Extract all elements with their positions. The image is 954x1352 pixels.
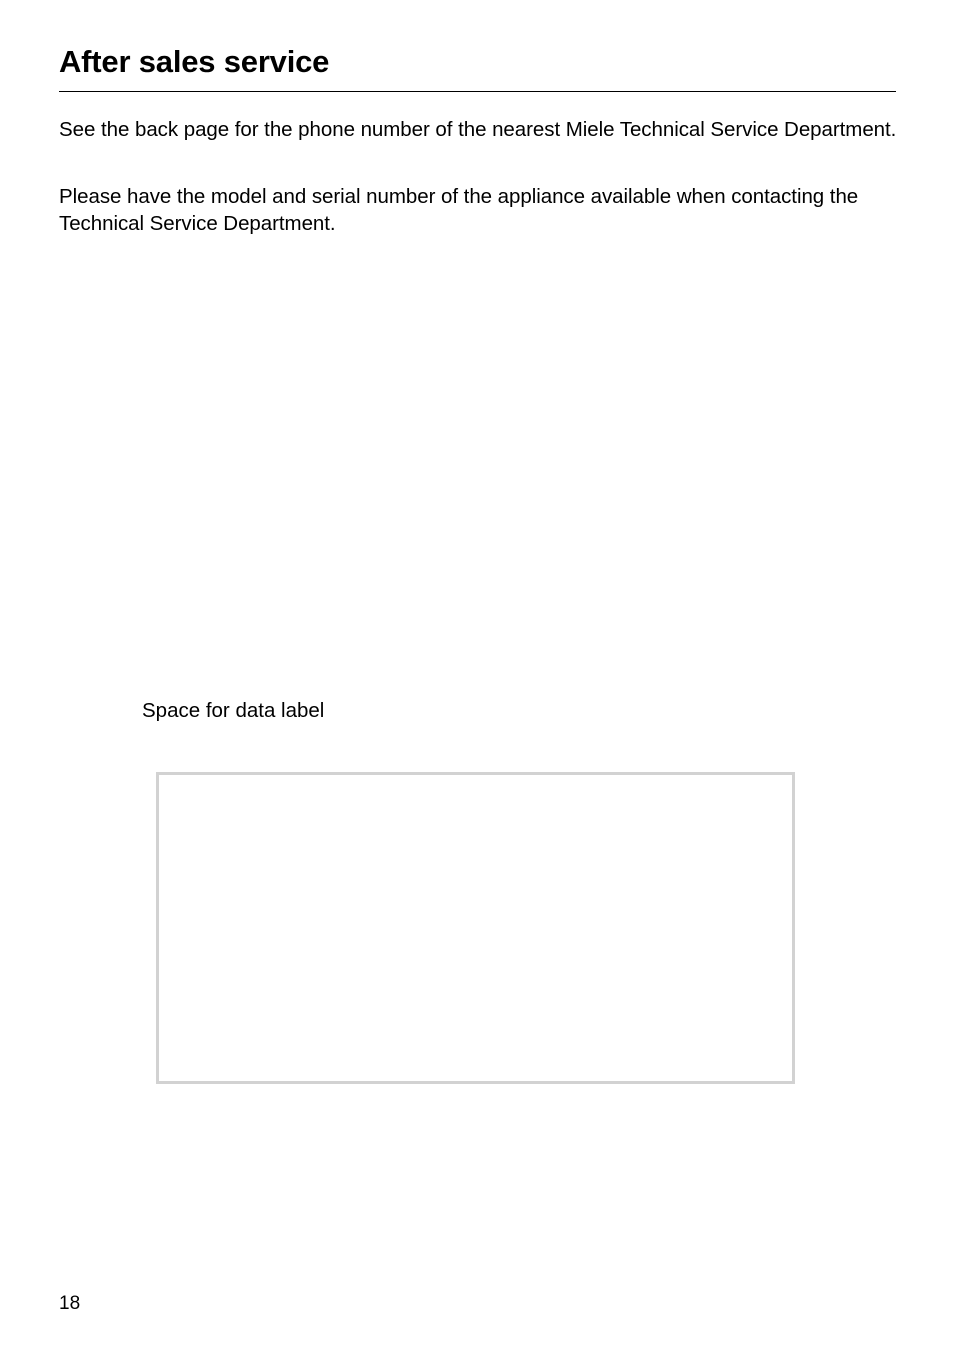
data-label-caption: Space for data label [142,699,325,722]
page-title: After sales service [59,44,330,79]
title-divider [59,91,896,92]
body-paragraph-model-serial: Please have the model and serial number of the appliance available when contacting the Technical Service Department. [59,185,859,235]
page-number: 18 [59,1293,81,1314]
data-label-box [156,772,795,1084]
body-paragraph-service-contact: See the back page for the phone number of the nearest Miele Technical Service Department. [59,118,897,141]
